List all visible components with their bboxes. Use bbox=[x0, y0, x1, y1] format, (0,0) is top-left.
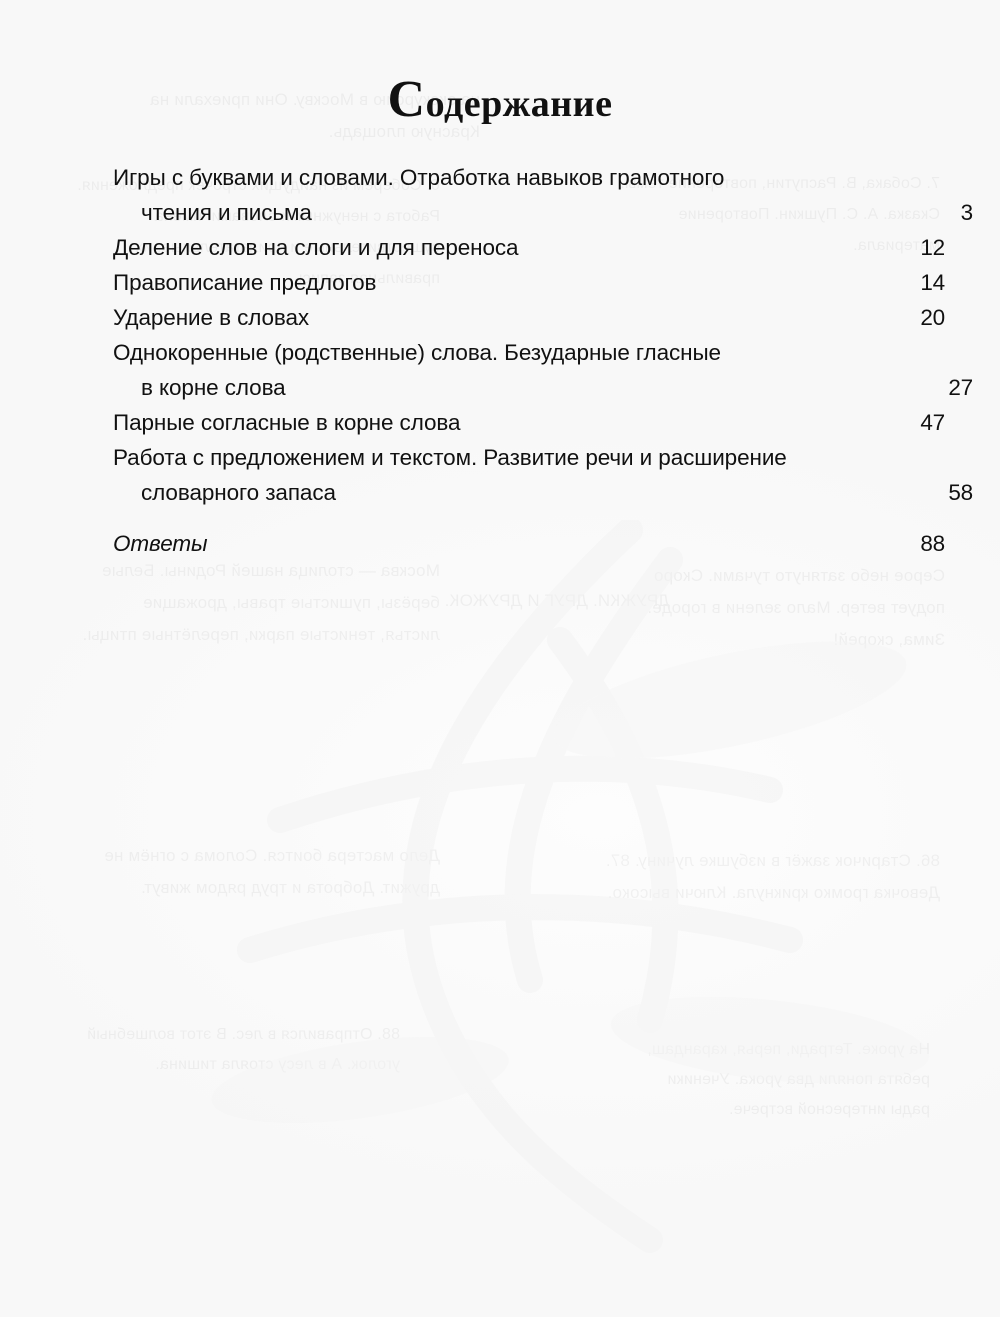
showthrough-middle-left bbox=[80, 555, 440, 651]
toc-entry[interactable] bbox=[113, 265, 945, 300]
toc-page-number: 12 bbox=[920, 235, 945, 260]
toc-page-number: 27 bbox=[948, 375, 973, 400]
showthrough-bottom-left bbox=[70, 1020, 400, 1080]
toc-entry[interactable] bbox=[113, 335, 973, 405]
toc-entry[interactable] bbox=[113, 440, 973, 510]
toc-entry-line: Однокоренные (родственные) слова. Безударные гласные bbox=[113, 340, 721, 365]
table-of-contents bbox=[113, 160, 973, 561]
toc-entry-final-line bbox=[113, 230, 945, 265]
showthrough-middle-right bbox=[615, 560, 945, 656]
showthrough-lower-right bbox=[600, 845, 940, 909]
toc-entry-line: Игры с буквами и словами. Отработка навыков грамотного bbox=[113, 165, 725, 190]
toc-page-number: 58 bbox=[948, 480, 973, 505]
toc-entry-line: Правописание предлогов bbox=[113, 270, 377, 295]
toc-entry-line: словарного запаса bbox=[141, 480, 336, 505]
toc-entry-line: чтения и письма bbox=[141, 200, 312, 225]
dot-leader bbox=[318, 195, 925, 218]
showthrough-middle-center bbox=[420, 585, 670, 617]
toc-entry-final-line bbox=[113, 405, 945, 440]
toc-page-number: 20 bbox=[920, 305, 945, 330]
toc-entry-line: Парные согласные в корне слова bbox=[113, 410, 461, 435]
toc-entry-final-line bbox=[113, 526, 945, 561]
dot-leader bbox=[292, 370, 939, 393]
toc-entry-line: Ответы bbox=[113, 531, 208, 556]
toc-entry-line: Ударение в словах bbox=[113, 305, 310, 330]
page-title-rest: одержание bbox=[425, 83, 613, 125]
toc-page-number: 47 bbox=[920, 410, 945, 435]
dot-leader bbox=[213, 526, 911, 549]
toc-entry-final-line bbox=[113, 475, 973, 510]
page-title bbox=[0, 71, 1000, 130]
background-bleed-graphic bbox=[130, 520, 950, 1280]
toc-entry-final-line bbox=[113, 370, 973, 405]
toc-page-number: 88 bbox=[920, 531, 945, 556]
toc-entry-final-line bbox=[113, 195, 973, 230]
toc-entry[interactable] bbox=[113, 230, 945, 265]
dot-leader bbox=[342, 475, 939, 498]
toc-entry[interactable] bbox=[113, 300, 945, 335]
showthrough-lower-left bbox=[60, 840, 440, 904]
dot-leader bbox=[382, 265, 911, 288]
dot-leader bbox=[524, 230, 911, 253]
page-title-initial: С bbox=[387, 71, 426, 128]
showthrough-bottom-right bbox=[630, 1035, 930, 1125]
toc-entry-final-line bbox=[113, 265, 945, 300]
dot-leader bbox=[466, 405, 911, 428]
toc-entry-line: в корне слова bbox=[141, 375, 286, 400]
toc-entry-answers[interactable] bbox=[113, 526, 945, 561]
toc-entry[interactable] bbox=[113, 405, 945, 440]
toc-entry-line: Работа с предложением и текстом. Развитие речи и расширение bbox=[113, 445, 787, 470]
toc-entry-line: Деление слов на слоги и для переноса bbox=[113, 235, 519, 260]
toc-page-number: 14 bbox=[920, 270, 945, 295]
toc-page-number: 3 bbox=[960, 200, 973, 225]
toc-entry[interactable] bbox=[113, 160, 973, 230]
dot-leader bbox=[315, 300, 911, 323]
toc-entry-final-line bbox=[113, 300, 945, 335]
